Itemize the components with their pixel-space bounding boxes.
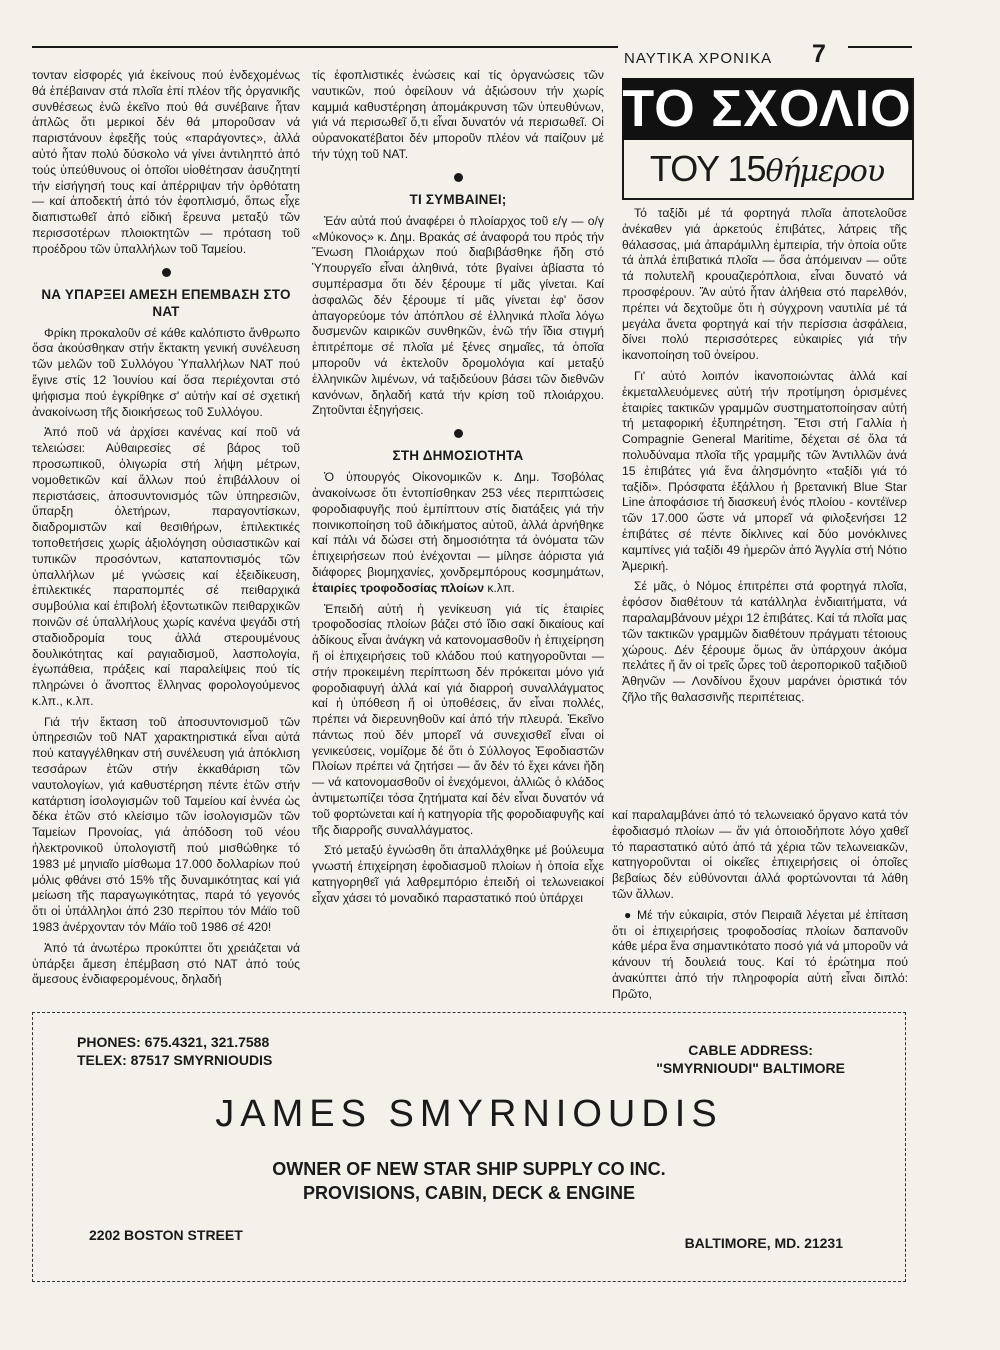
section-heading: ΣΤΗ ΔΗΜΟΣΙΟΤΗΤΑ <box>392 448 524 464</box>
section-bullet <box>162 268 171 277</box>
column-2 <box>312 68 604 912</box>
text-run: Ὁ ὑπουργός Οἰκονομικῶν κ. Δημ. Τσοβόλας ἀνακοίνωσε ὅτι ἐντοπίσθηκαν 253 νέες περιπτώσεις φοροδιαφυγῆς πού ἐμπίπτουν στίς διατάξεις γιά τήν ποινικοποίηση τοῦ ἀδικήματος αὐτοῦ, ἀλλά ἀρνήθηκε καί πάλι νά δώσει στή δημοσιότητα τά ὀνόματα τῶν ἐπιχειρήσεων πού ἐνέχονται — μίλησε ἀόριστα γιά διάφορες βιομηχανίες, χονδρεμπόρους κοσμημάτων, <box>312 470 604 579</box>
ad-cable <box>656 1041 845 1077</box>
editorial-paragraph: Τό ταξίδι μέ τά φορτηγά πλοῖα ἀποτελοῦσε ἀνέκαθεν γιά ἀρκετούς ἐπιβάτες, λάτρεις τῆς θάλασσας, μιά ἀπαράμιλλη ἐμπειρία, τήν ὁποία οὔτε τά ἁπλά ἐπιβατικά πλοῖα — ὅσα ἀπόμειναν — οὔτε τά πολυτελῆ κρουαζιερόπλοια, εἶναι δυνατό νά προσφέρουν. Ἄν αὐτό ἦταν ἀλήθεια στό παρελθόν, πρέπει νά δεχτοῦμε ὅτι ἡ σύγχρονη ναυτιλία μέ τά μεγάλα ἄνετα φορτηγά καί τήν περίσσια ἀσφάλεια, δίνει πολύ περισσότερες εὐκαιρίες γιά τήν ἱκανοποίηση τοῦ ὀνείρου. <box>622 206 907 363</box>
editorial-title: ΤΟ ΣΧΟΛΙΟ <box>622 80 912 138</box>
ad-cable-label: CABLE ADDRESS: <box>688 1042 813 1058</box>
header-rule <box>32 46 618 48</box>
column-3-continuation <box>612 808 908 1008</box>
ad-phones: PHONES: 675.4321, 321.7588 <box>77 1034 270 1050</box>
continuation-paragraph: ● Μέ τήν εὐκαιρία, στόν Πειραιᾶ λέγεται μέ ἐπίταση ὅτι οἱ ἐπιχειρήσεις τροφοδοσίας πλοίων δαπανοῦν κάθε μέρα ἕνα σημαντικότατο ποσό γιά νά μποροῦν νά κάνουν τή δουλειά τους. Καί τό ἐρώτημα πού ἀνακύπτει ἀπό τήν πληροφορία αὐτή εἶναι διπλό: Πρῶτο, <box>612 907 908 1001</box>
editorial-paragraph: Σέ μᾶς, ὁ Νόμος ἐπιτρέπει στά φορτηγά πλοῖα, ἐφόσον διαθέτουν τά κατάλληλα ἐνδιαιτήματα, νά παραλαμβάνουν μέχρι 12 ἐπιβάτες. Καί τά πλοῖα μας τῶν τακτικῶν γραμμῶν διαθέτουν πράγματι τέτοιους χώρους. Δέν ξέρουμε ὅμως ἄν ὑπάρχουν ἀκόμα πελάτες ἤ ἄν οἱ τρεῖς ὧρες τοῦ ἀεροπορικοῦ ταξιδιοῦ Ἀθηνῶν — Λονδίνου ἔχουν μαράνει ὁριστικά τόν ζῆλο τῆς θαλασσινῆς περιπέτειας. <box>622 579 908 704</box>
col1-paragraph: Φρίκη προκαλοῦν σέ κάθε καλόπιστο ἄνθρωπο ὅσα ἀκούσθηκαν στήν ἔκτακτη γενική συνέλευση τῶν μελῶν τοῦ Συλλόγου Ὑπαλλήλων ΝΑΤ πού ἔγινε στίς 12 Ἰουνίου καί ὅσα περιέχονται στό ψήφισμα πού ἐγκρίθηκε σ' αὐτήν καί σέ σχετική ἀνακοίνωση τῆς διοικήσεως τοῦ Συλλόγου. <box>32 325 300 419</box>
header-rule-right <box>848 46 912 48</box>
subtitle-part: ΤΟΥ 15 <box>649 148 766 189</box>
ad-owner <box>33 1157 905 1205</box>
bold-text-run: ἑταιρίες τροφοδοσίας πλοίων <box>312 580 484 595</box>
col2-paragraph: Ἐπειδή αὐτή ἡ γενίκευση γιά τίς ἑταιρίες τροφοδοσίας πλοίων βάζει στό ἴδιο σακί δικαίους καί ἀδίκους εἶναι ἀνάγκη νά κατονομασθοῦν ἡ ἐπιχείρηση ἤ οἱ ἐπιχειρήσεις τοῦ κλάδου πού κατηγοροῦνται — στήν προκειμένη περίπτωση δέν πρόκειται μόνο γιά φοροδιαφυγή ἀλλά καί γιά διαρροή συναλλάγματος καί ἡ ὑπόθεση ἤ οἱ ὑποθέσεις, ἄν εἶναι πολλές, πρέπει νά διερευνηθοῦν καί ἀπό τήν πλευρά. Ἐκεῖνο πάντως πού δέν μπορεῖ νά συνεχισθεῖ εἶναι οἱ γενικεύσεις, νομίζομε δέ ὅτι ὁ Σύλλογος Ἐφοδιαστῶν Πλοίων πρέπει νά ζητήσει — ἄν δέν τό ἔχει κάνει ἤδη — νά κατονομασθοῦν οἱ ἐνεχόμενοι, ἀλλιῶς ὁ κλάδος ἀντιμετωπίζει τόσα ζητήματα καί δέν εἶναι δυνατόν νά τοῦ φορτώνεται καί ἡ κατηγορία τῆς φοροδιαφυγῆς καί τῆς διαρροῆς συναλλάγματος. <box>312 601 604 837</box>
continuation-paragraph: καί παραλαμβάνει ἀπό τό τελωνειακό ὄργανο κατά τόν ἐφοδιασμό πλοίων — ἄν γιά ὁποιοδήποτε λόγο χαθεῖ τό παραστατικό αὐτό ἀπό τά χέρια τῶν τελωνειακῶν, κατηγοροῦνται οἱ οἰκεῖες ἐπιχειρήσεις οἱ ὁποῖες βεβαίως δέν εὐθύνονται ἀλλά φορτώνονται τά λάθη τῶν ἄλλων. <box>612 808 908 901</box>
publication-title: ΝΑΥΤΙΚΑ ΧΡΟΝΙΚΑ <box>624 50 773 67</box>
col1-paragraph: τονταν εἰσφορές γιά ἐκείνους πού ἐνδεχομένως θά ἐπέβαιναν στά πλοῖα ἐπί πλέον τῆς ὀργανικῆς συνθέσεως ἐνῶ ἐκεῖνο πού θά συνέβαινε ἦταν ἁπλῶς ὅτι μερικοί δέν θά μποροῦσαν νά παριστάνουν ἐφεξῆς τούς «παράγοντες», ἀλλά αὐτό ἦταν πολύ δύσκολο νά γίνει ἀντιληπτό ἀπό τούς ὑπεύθυνους οἱ ὁποῖοι υἱοθέτησαν ἀσυζητητί τήν εἰσήγησή τους καί ἀπέρριψαν τήν ὀρθότατη — καί ἀποδεκτή ἀπό τόν ἐφοπλισμό, ὅπως εἶχε διαπιστωθεῖ ἀπό εἰδική ἔρευνα μεταξύ τῶν περισσοτέρων πλοιοκτητῶν — πρόταση τοῦ προέδρου τῶν ὑπαλλήλων τοῦ Ταμείου. <box>32 68 300 256</box>
col2-paragraph <box>312 470 604 596</box>
column-1 <box>32 68 300 993</box>
page-number: 7 <box>812 40 826 68</box>
ad-city: BALTIMORE, MD. 21231 <box>684 1235 843 1251</box>
ad-street: 2202 BOSTON STREET <box>89 1227 243 1243</box>
ad-services-line: PROVISIONS, CABIN, DECK & ENGINE <box>302 1183 636 1203</box>
section-heading: ΤΙ ΣΥΜΒΑΙΝΕΙ; <box>409 191 507 207</box>
editorial-paragraph: Γι' αὐτό λοιπόν ἱκανοποιώντας ἀλλά καί ἐκμεταλλευόμενες αὐτή τήν προτίμηση ὁρισμένες ἑταιρίες τακτικῶν γραμμῶν συστηματοποίησαν αὐτή τή μεταφορική ἐξυπηρέτηση. Ἔτσι στή Γαλλία ἡ Compagnie General Maritime, δέχεται σέ ὅλα τά πολυδύναμα πλοῖα τῆς γραμμῆς τῶν Ἀντιλλῶν ἀνά 15 ἐπιβάτες γιά ἕνα ἀλησμόνητο «ταξίδι γιά τό ταξίδι». Πρόσφατα ἐξάλλου ἡ βρετανική Blue Star Line ἀποφάσισε τή διασκευή ἑνός πλοίου - κοντέϊνερ τῶν 17.000 ὥστε νά μπορεῖ νά φιλοξενήσει 12 ἐπιβάτες σέ πέντε δίκλινες καί δύο μονόκλινες καμπίνες γιά ταξίδι 49 ἡμερῶν ἀπό Ἀγγλία στή Νότιο Ἀμερική. <box>622 368 907 573</box>
text-run: κ.λπ. <box>487 580 515 595</box>
col1-paragraph: Ἀπό ποῦ νά ἀρχίσει κανένας καί ποῦ νά τελειώσει: Αὐθαιρεσίες σέ βάρος τοῦ προσωπικοῦ, ὀλιγωρία στή λήψη μέτρων, νομοθετικῶν καί ἄλλων πού ἐπιβάλλουν οἱ περιστάσεις, ἀποσυντονισμός τῶν ὑπηρεσιῶν, ὕπαρξη ὀλετήρων, παραγοντίσκων, διαδρομιστῶν καί θεσιθήρων, ἐπιλεκτικές τοποθετήσεις χωρίς ἀξιολόγηση οὐσιαστικῶν καί τυπικῶν προσόντων, καταποντισμός τῶν ὑπαλλήλων μέ γνώσεις καί ἐξειδίκευση, ἐπιλεκτικές παραπομπές σέ πειθαρχικά συμβούλια καί ἐπιβολή ἐξοντωτικῶν πειθαρχικῶν ποινῶν σέ ὑπαλλήλους χωρίς κανένα ψεγάδι στή σταδιοδρομία τους ἀλλά στερουμένους δουλικότητας καί ραγιαδισμοῦ, λασπολογία, ἐγωπάθεια, πράξεις καί παραλείψεις πού τίς πληρώνει ὁ ἄνοπτος ἕλληνας φορολογούμενος κ.λπ., κ.λπ. <box>32 425 300 708</box>
col1-paragraph: Ἀπό τά ἀνωτέρω προκύπτει ὅτι χρειάζεται νά ὑπάρξει ἄμεση ἐπέμβαση στό ΝΑΤ ἀπό τούς ἄμεσους ἐνδιαφερομένους, δηλαδή <box>32 940 300 987</box>
section-bullet <box>454 173 463 182</box>
section-bullet <box>454 429 463 438</box>
section-heading: ΝΑ ΥΠΑΡΞΕΙ ΑΜΕΣΗ ΕΠΕΜΒΑΣΗ ΣΤΟ ΝΑΤ <box>41 286 291 319</box>
subtitle-part: θήμερου <box>765 154 885 189</box>
editorial-subtitle <box>622 141 912 197</box>
ad-contact <box>77 1033 272 1069</box>
col2-paragraph: τίς ἐφοπλιστικές ἑνώσεις καί τίς ὀργανώσεις τῶν ναυτικῶν, πού ὀφείλουν νά ἀξιώσουν τήν χωρίς καμμιά καθυστέρηση ἀπομάκρυνση τῶν ὑπευθύνων, γιά νά περισωθεῖ ὅ,τι εἶναι δυνατόν νά περισωθεῖ. Οἱ οὐρανοκατέβατοι δέν μποροῦν πλέον νά παίζουν μέ τήν τύχη τοῦ ΝΑΤ. <box>312 68 604 161</box>
advertisement <box>32 1012 906 1282</box>
col2-paragraph: Ἐάν αὐτά πού ἀναφέρει ὁ πλοίαρχος τοῦ ε/γ — ο/γ «Μύκονος» κ. Δημ. Βρακάς σέ ἀναφορά του πρός τήν Ἕνωση Πλοιάρχων πού διαβιβάσθηκε ἤδη στό Ὑπουργεῖο εἶναι ἀληθινά, τότε βγαίνει ἀβίαστα τό συμπέρασμα ὅτι δέν ξέρουμε τί μᾶς γίνεται. Καί ἀσφαλῶς δέν ξέρουμε τί μᾶς γίνεται ἐφ' ὅσον ἀπαγορεύομε τόν ἀπόπλου σέ ἑλληνικά πλοῖα λόγω δυσμενῶν καιρικῶν συνθηκῶν, ἐνῶ τήν ἴδια στιγμή ἐπιτρέπομε σέ πλοῖα μέ ξένες σημαῖες, τά ὁποῖα μποροῦν νά ἐκτελοῦν δρομολόγια καί μεταξύ ἑλληνικῶν λιμένων, νά ταξιδεύουν βάσει τῶν διεθνῶν κανόνων, δηλαδή κατά τήν κρίση τοῦ πλοιάρχου. Ζητοῦνται ἐξηγήσεις. <box>312 213 604 418</box>
ad-telex: TELEX: 87517 SMYRNIOUDIS <box>77 1052 273 1068</box>
col2-paragraph: Στό μεταξύ ἐγνώσθη ὅτι ἀπαλλάχθηκε μέ βούλευμα γνωστή ἐπιχείρηση ἐφοδιασμοῦ πλοίων ἡ ὁποία εἶχε κατηγορηθεῖ γιά λαθρεμπόριο ἐπειδή οἱ τελωνειακοί εἶχαν χάσει τό μοναδικό παραστατικό πού ὑπάρχει <box>312 843 604 905</box>
ad-cable-value: "SMYRNIOUDI" BALTIMORE <box>656 1060 845 1076</box>
col1-paragraph: Γιά τήν ἔκταση τοῦ ἀποσυντονισμοῦ τῶν ὑπηρεσιῶν τοῦ ΝΑΤ χαρακτηριστικά εἶναι αὐτά πού καταγγέλθηκαν στή συνέλευση γιά ἀπόκλιση τεσσάρων ἐτῶν στήν ἐκκαθάριση τῶν ναυτολογίων, γιά καθυστέρηση πέντε ἐτῶν στήν κατάρτιση ἰσολογισμῶν τοῦ Ταμείου καί ἐννέα ὡς δέκα ἐτῶν στό κλείσιμο τῶν ἰσολογισμῶν τῶν Ταμείων Προνοίας, γιά ἀπόδοση τοῦ νέου ἠλεκτρονικοῦ ὑπολογιστῆ πού μισθώθηκε τό 1983 μέ μηνιαῖο μίσθωμα 17.000 δολλαρίων πού μόλις φθάνει στό 15% τῆς δυναμικότητας καί γιά μείωση τῆς παραγωγικότητας, παρά τό γεγονός ὅτι οἱ ὑπάλληλοι ἀπό 230 περίπου τόν Μάϊο τοῦ 1983 ἀνέρχονταν τόν Μάϊο τοῦ 1986 σέ 420! <box>32 714 300 935</box>
ad-company-name: JAMES SMYRNIOUDIS <box>215 1093 723 1135</box>
column-3-editorial <box>622 206 907 711</box>
ad-owner-line: OWNER OF NEW STAR SHIP SUPPLY CO INC. <box>272 1159 666 1179</box>
